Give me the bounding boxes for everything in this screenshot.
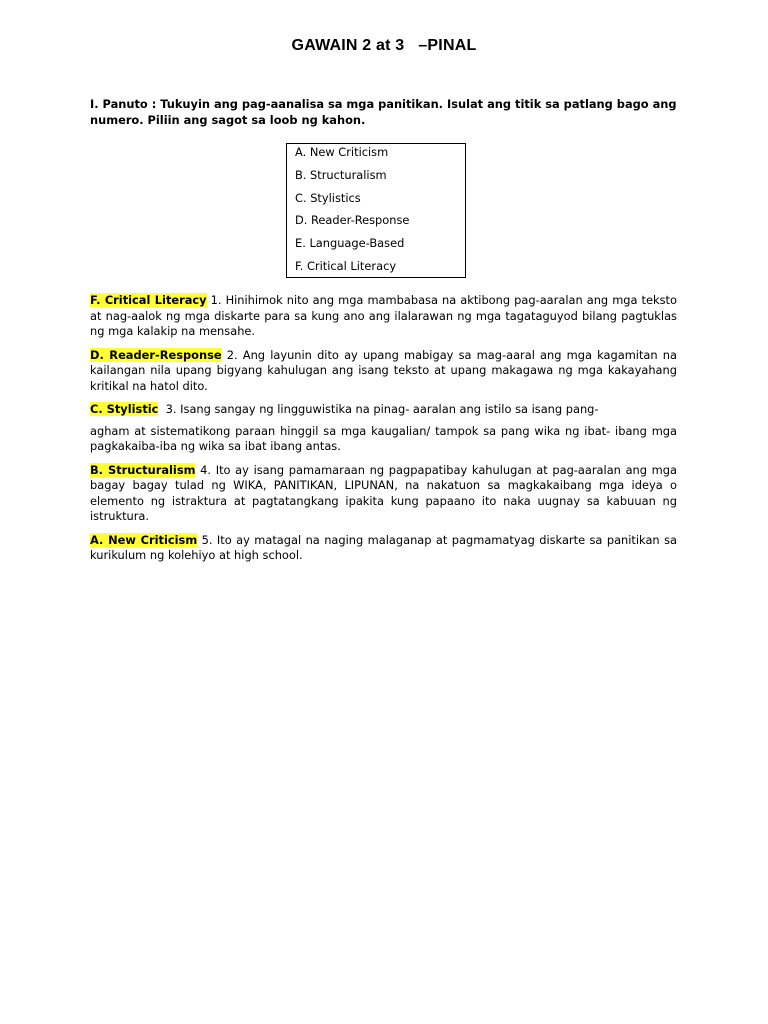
question-text: 1. Hinihimok nito ang mga mambabasa na aktibong pag-aaralan ang mga teksto at nag-aalok ng mga diskarte para sa kung ano ang ilalarawan ng mga tagataguyod bilang pagtuklas ng mga kalakip na mensahe. xyxy=(90,293,677,338)
question-item-4 xyxy=(90,463,677,525)
instructions: I. Panuto : Tukuyin ang pag-aanalisa sa mga panitikan. Isulat ang titik sa patlang bago ang numero. Piliin ang sagot sa loob ng kahon. xyxy=(90,97,677,127)
choice-b: B. Structuralism xyxy=(295,167,387,182)
question-text: 3. Isang sangay ng lingguwistika na pinag- aaralan ang istilo sa isang pang- xyxy=(158,402,599,416)
choices-box xyxy=(286,143,466,278)
choice-d: D. Reader-Response xyxy=(295,213,410,228)
answer-highlight: A. New Criticism xyxy=(90,532,198,547)
choice-e: E. Language-Based xyxy=(295,236,405,251)
answer-highlight: C. Stylistic xyxy=(90,402,159,416)
answer-highlight: B. Structuralism xyxy=(90,462,196,477)
question-item-3 xyxy=(90,402,677,418)
question-text: 4. Ito ay isang pamamaraan ng pagpapatibay kahulugan at pag-aaralan ang mga bagay bagay tulad ng WIKA, PANITIKAN, LIPUNAN, na nakatuon sa magkakaibang mga ideya o elemento ng istraktura at pagtatangkang ipakita kung papaano ito naka uugnay sa kabuuan ng istruktura. xyxy=(90,462,677,523)
choice-c: C. Stylistics xyxy=(295,190,361,205)
page-title: GAWAIN 2 at 3 –PINAL xyxy=(291,37,477,54)
choice-a: A. New Criticism xyxy=(295,145,389,159)
question-list xyxy=(90,293,677,572)
question-item-1 xyxy=(90,293,677,340)
question-item-2 xyxy=(90,348,677,395)
answer-highlight: F. Critical Literacy xyxy=(90,293,207,307)
question-item-3-continuation: agham at sistematikong paraan hinggil sa mga kaugalian/ tampok sa pang wika ng ibat- ibang mga pagkakaiba-iba ng wika sa ibat ibang antas. xyxy=(90,423,677,453)
answer-highlight: D. Reader-Response xyxy=(90,347,222,362)
question-text: 2. Ang layunin dito ay upang mabigay sa mag-aaral ang mga kagamitan na kailangan nila upang bigyang kahulugan ang isang teksto at upang makagawa ng mga kakayahang kritikal na hatol dito. xyxy=(90,347,677,393)
choice-f: F. Critical Literacy xyxy=(295,258,397,273)
question-item-5 xyxy=(90,533,677,564)
question-text: 5. Ito ay matagal na naging malaganap at pagmamatyag diskarte sa panitikan sa kurikulum ng kolehiyo at high school. xyxy=(90,532,677,562)
